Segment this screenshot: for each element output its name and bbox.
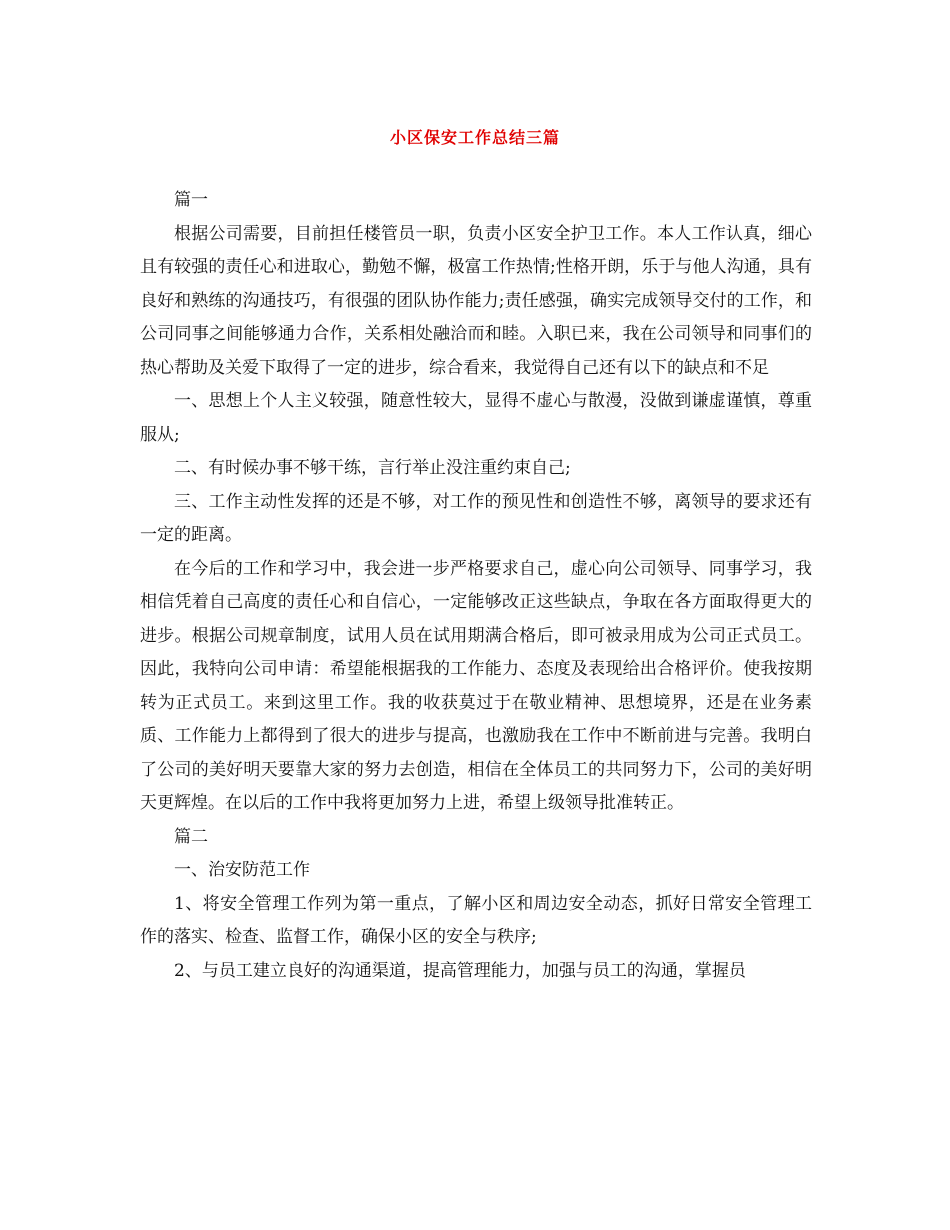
- paragraph: 根据公司需要，目前担任楼管员一职，负责小区安全护卫工作。本人工作认真，细心且有较强的责任心和进取心，勤勉不懈，极富工作热情;性格开朗，乐于与他人沟通，具有良好和熟练的沟通技巧，有很强的团队协作能力;责任感强，确实完成领导交付的工作，和公司同事之间能够通力合作，关系相处融洽而和睦。入职已来，我在公司领导和同事们的热心帮助及关爱下取得了一定的进步，综合看来，我觉得自己还有以下的缺点和不足: [140, 223, 812, 378]
- document-title: 小区保安工作总结三篇: [389, 128, 560, 147]
- document-body: [140, 184, 812, 988]
- paragraph: 二、有时候办事不够干练，言行举止没注重约束自己;: [174, 458, 571, 478]
- subheading: 一、治安防范工作: [174, 860, 310, 880]
- paragraph: 一、思想上个人主义较强，随意性较大，显得不虚心与散漫，没做到谦虚谨慎，尊重服从;: [140, 391, 812, 445]
- paragraph: 在今后的工作和学习中，我会进一步严格要求自己，虚心向公司领导、同事学习，我相信凭着自己高度的责任心和自信心，一定能够改正这些缺点，争取在各方面取得更大的进步。根据公司规章制度，试用人员在试用期满合格后，即可被录用成为公司正式员工。因此，我特向公司申请：希望能根据我的工作能力、态度及表现给出合格评价。使我按期转为正式员工。来到这里工作。我的收获莫过于在敬业精神、思想境界，还是在业务素质、工作能力上都得到了很大的进步与提高，也激励我在工作中不断前进与完善。我明白了公司的美好明天要靠大家的努力去创造，相信在全体员工的共同努力下，公司的美好明天更辉煌。在以后的工作中我将更加努力上进，希望上级领导批准转正。: [140, 558, 812, 813]
- section-heading-1: 篇一: [174, 190, 208, 210]
- paragraph: 1、将安全管理工作列为第一重点，了解小区和周边安全动态，抓好日常安全管理工作的落实、检查、监督工作，确保小区的安全与秩序;: [140, 893, 812, 947]
- paragraph: 三、工作主动性发挥的还是不够，对工作的预见性和创造性不够，离领导的要求还有一定的距离。: [140, 491, 812, 545]
- paragraph: 2、与员工建立良好的沟通渠道，提高管理能力，加强与员工的沟通，掌握员: [174, 960, 746, 981]
- section-heading-2: 篇二: [174, 826, 208, 847]
